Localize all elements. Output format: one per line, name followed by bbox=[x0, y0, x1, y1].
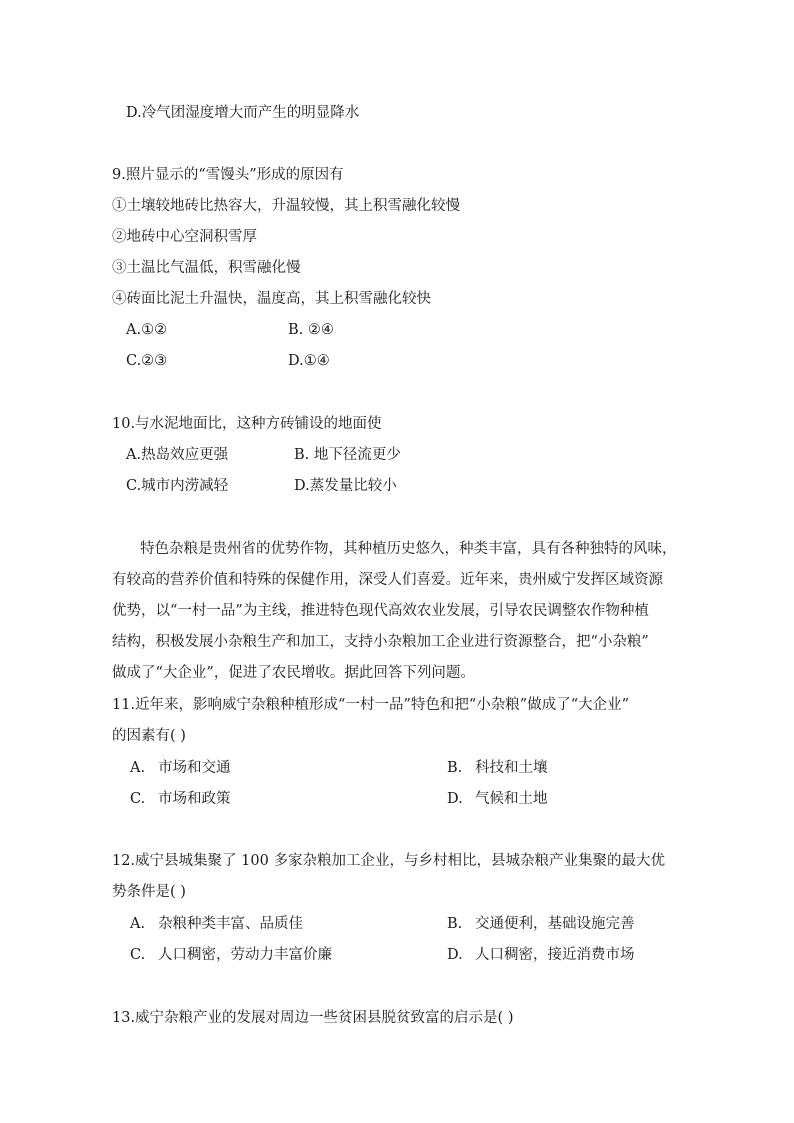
q11-option-a-text: 市场和交通 bbox=[158, 760, 231, 776]
q9-option-a: A.①② bbox=[126, 322, 168, 338]
q11-option-d bbox=[447, 789, 548, 809]
q9-item-4: ④砖面比泥土升温快，温度高，其上积雪融化较快 bbox=[112, 291, 431, 307]
q11-stem-line-2: 的因素有( ) bbox=[112, 728, 186, 744]
q13-stem: 13.威宁杂粮产业的发展对周边一些贫困县脱贫致富的启示是( ) bbox=[112, 1010, 514, 1026]
q8-option-d: D.冷气团湿度增大而产生的明显降水 bbox=[126, 105, 360, 121]
q11-option-b bbox=[447, 758, 548, 778]
q12-option-d-letter: D. bbox=[447, 947, 463, 963]
q10-option-a: A.热岛效应更强 bbox=[126, 447, 229, 463]
q10-option-c: C.城市内涝减轻 bbox=[126, 478, 229, 494]
passage-line-4: 结构，积极发展小杂粮生产和加工，支持小杂粮加工企业进行资源整合，把“小杂粮” bbox=[112, 634, 649, 650]
q12-option-a-letter: A. bbox=[130, 916, 146, 932]
q12-option-a bbox=[130, 914, 303, 934]
q12-option-b bbox=[447, 914, 635, 934]
q11-option-a-letter: A. bbox=[130, 760, 146, 776]
q9-item-1: ①土壤较地砖比热容大，升温较慢，其上积雪融化较慢 bbox=[112, 198, 460, 214]
q12-option-b-letter: B. bbox=[447, 916, 463, 932]
q12-option-a-text: 杂粮种类丰富、品质佳 bbox=[158, 916, 303, 932]
q9-option-d: D.①④ bbox=[288, 353, 330, 369]
passage-line-3: 优势，以“一村一品”为主线，推进特色现代高效农业发展，引导农民调整农作物种植 bbox=[112, 603, 649, 619]
q12-stem-line-2: 势条件是( ) bbox=[112, 884, 186, 900]
q11-option-a bbox=[130, 758, 231, 778]
q12-option-c-text: 人口稠密，劳动力丰富价廉 bbox=[158, 947, 332, 963]
q11-stem-line-1: 11.近年来，影响威宁杂粮种植形成“一村一品”特色和把“小杂粮”做成了“大企业” bbox=[112, 697, 630, 713]
q12-option-c bbox=[130, 945, 332, 965]
q12-option-d-text: 人口稠密，接近消费市场 bbox=[475, 947, 635, 963]
q12-option-b-text: 交通便利，基础设施完善 bbox=[475, 916, 635, 932]
passage-line-5: 做成了“大企业”，促进了农民增收。据此回答下列问题。 bbox=[112, 665, 475, 681]
q9-item-2: ②地砖中心空洞积雪厚 bbox=[112, 229, 257, 245]
q11-option-c-letter: C. bbox=[130, 791, 146, 807]
q12-option-c-letter: C. bbox=[130, 947, 146, 963]
q10-option-b: B. 地下径流更少 bbox=[294, 447, 401, 463]
q11-option-c-text: 市场和政策 bbox=[158, 791, 231, 807]
q11-option-c bbox=[130, 789, 231, 809]
q9-item-3: ③土温比气温低，积雪融化慢 bbox=[112, 260, 301, 276]
q9-option-b: B. ②④ bbox=[288, 322, 334, 338]
q10-option-d: D.蒸发量比较小 bbox=[294, 478, 397, 494]
q11-option-d-letter: D. bbox=[447, 791, 463, 807]
q9-option-c: C.②③ bbox=[126, 353, 168, 369]
q10-stem: 10.与水泥地面比，这种方砖铺设的地面使 bbox=[112, 416, 382, 432]
q12-stem-line-1: 12.威宁县城集聚了 100 多家杂粮加工企业，与乡村相比，县城杂粮产业集聚的最大优 bbox=[112, 853, 665, 869]
q11-option-b-letter: B. bbox=[447, 760, 463, 776]
q11-option-b-text: 科技和土壤 bbox=[475, 760, 548, 776]
q11-option-d-text: 气候和土地 bbox=[475, 791, 548, 807]
q12-option-d bbox=[447, 945, 635, 965]
passage-line-1: 特色杂粮是贵州省的优势作物，其种植历史悠久，种类丰富，具有各种独特的风味， bbox=[140, 541, 677, 557]
passage-line-2: 有较高的营养价值和特殊的保健作用，深受人们喜爱。近年来，贵州威宁发挥区域资源 bbox=[112, 572, 663, 588]
q9-stem: 9.照片显示的“雪馒头”形成的原因有 bbox=[112, 167, 344, 183]
